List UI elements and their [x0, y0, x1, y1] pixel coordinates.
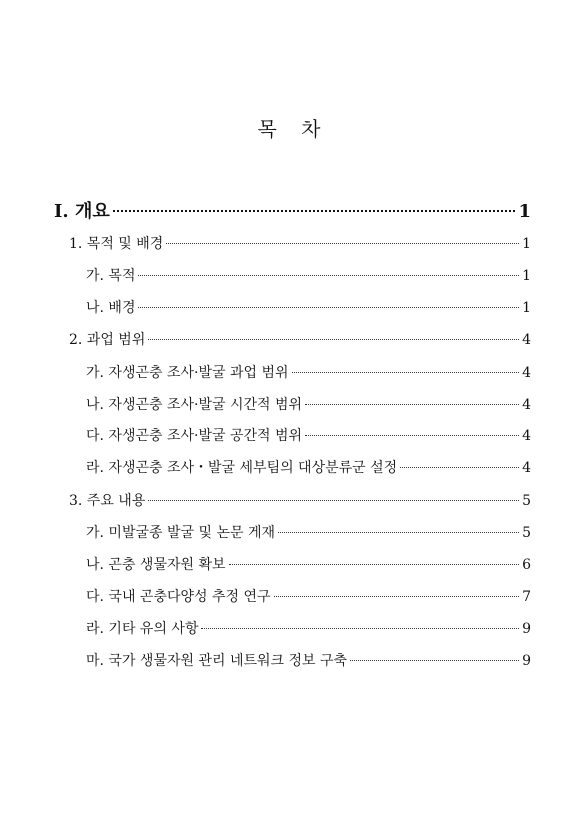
toc-entry-label: 가. 목적 [86, 268, 136, 284]
toc-sub-target-taxa[interactable] [86, 457, 531, 477]
toc-page-number: 9 [522, 621, 531, 637]
toc-page-number: 7 [522, 589, 531, 605]
toc-chapter-overview[interactable] [54, 197, 531, 223]
toc-entry-label: 2. 과업 범위 [69, 332, 146, 348]
toc-dot-leader [400, 467, 519, 468]
toc-page-number: 4 [522, 397, 531, 413]
toc-dot-leader [274, 596, 520, 597]
toc-page-number: 1 [522, 236, 531, 252]
toc-page-number: 4 [522, 332, 531, 348]
toc-dot-leader [113, 210, 516, 212]
toc-dot-leader [229, 564, 520, 565]
toc-dot-leader [148, 500, 519, 501]
toc-entry-label: 3. 주요 내용 [69, 493, 146, 509]
toc-entry-label: I. 개요 [54, 201, 110, 222]
toc-page-number: 4 [522, 460, 531, 476]
toc-sub-network-info[interactable] [86, 650, 531, 670]
toc-sub-task-scope[interactable] [86, 362, 531, 382]
toc-dot-leader [138, 307, 519, 308]
toc-entry-label: 마. 국가 생물자원 관리 네트워크 정보 구축 [86, 653, 348, 669]
toc-page-number: 6 [522, 557, 531, 573]
toc-sub-background[interactable] [86, 297, 531, 317]
toc-sub-spatial-scope[interactable] [86, 425, 531, 445]
toc-dot-leader [166, 243, 519, 244]
toc-page-number: 5 [522, 525, 531, 541]
toc-sub-bioresources[interactable] [86, 554, 531, 574]
toc-page-number: 1 [522, 268, 531, 284]
toc-section-purpose-background[interactable] [69, 233, 531, 253]
toc-entry-label: 나. 곤충 생물자원 확보 [86, 557, 226, 573]
toc-dot-leader [292, 372, 520, 373]
toc-page-number: 1 [522, 300, 531, 316]
page-title: 목 차 [257, 117, 330, 141]
toc-sub-temporal-scope[interactable] [86, 394, 531, 414]
toc-entry-label: 가. 미발굴종 발굴 및 논문 게재 [86, 525, 275, 541]
toc-section-scope[interactable] [69, 329, 531, 349]
toc-sub-new-species[interactable] [86, 522, 531, 542]
toc-entry-label: 나. 배경 [86, 300, 136, 316]
toc-entry-label: 가. 자생곤충 조사·발굴 과업 범위 [86, 365, 289, 381]
toc-dot-leader [305, 404, 519, 405]
toc-sub-purpose[interactable] [86, 265, 531, 285]
toc-dot-leader [350, 660, 519, 661]
toc-entry-label: 다. 자생곤충 조사·발굴 공간적 범위 [86, 428, 303, 444]
toc-dot-leader [201, 628, 519, 629]
toc-entry-label: 1. 목적 및 배경 [69, 236, 164, 252]
toc-dot-leader [148, 339, 519, 340]
toc-entry-label: 나. 자생곤충 조사·발굴 시간적 범위 [86, 397, 303, 413]
toc-dot-leader [138, 275, 519, 276]
toc-entry-label: 라. 기타 유의 사항 [86, 621, 199, 637]
toc-entry-label: 다. 국내 곤충다양성 추정 연구 [86, 589, 271, 605]
toc-dot-leader [305, 435, 519, 436]
toc-page-number: 9 [522, 653, 531, 669]
toc-section-main-content[interactable] [69, 490, 531, 510]
toc-sub-diversity-estimate[interactable] [86, 586, 531, 606]
toc-entry-label: 라. 자생곤충 조사・발굴 세부팀의 대상분류군 설정 [86, 460, 398, 476]
toc-page-number: 4 [522, 365, 531, 381]
toc-dot-leader [278, 532, 519, 533]
toc-page-number: 5 [522, 493, 531, 509]
toc-page-number: 1 [518, 201, 531, 222]
toc-sub-other-notes[interactable] [86, 618, 531, 638]
toc-page-number: 4 [522, 428, 531, 444]
